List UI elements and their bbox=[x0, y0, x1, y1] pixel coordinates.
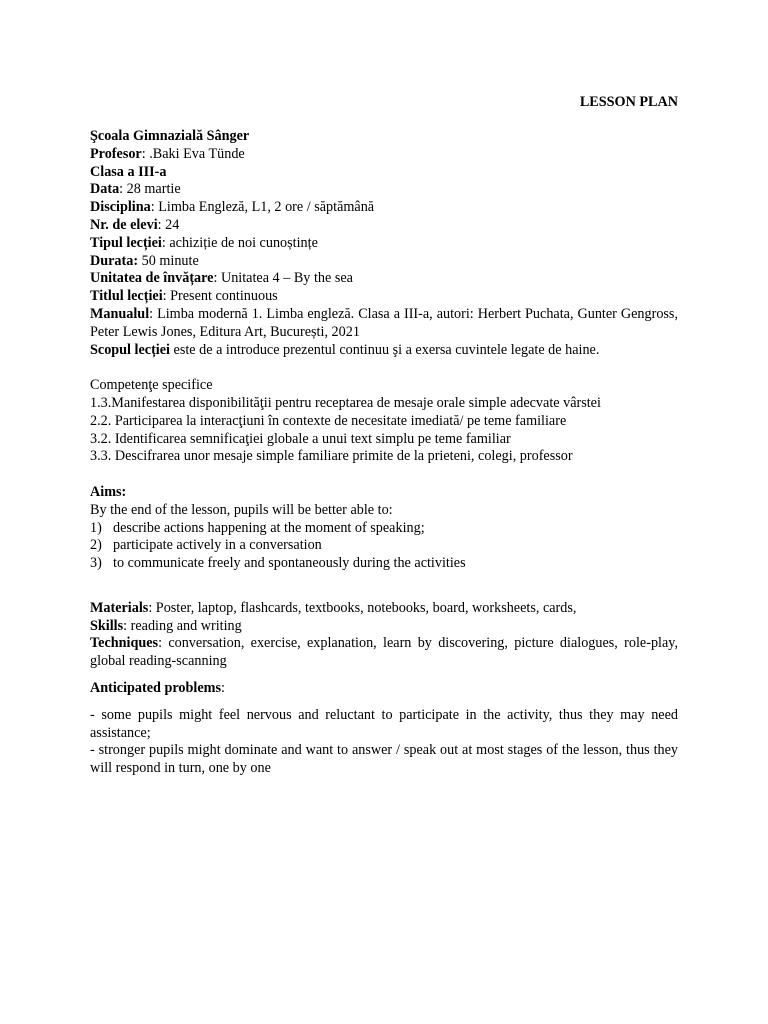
problem-item: - stronger pupils might dominate and want to answer / speak out at most stages of the lesson, thus they will respond in turn, one by one bbox=[90, 742, 678, 777]
aim-item: 2) participate actively in a conversation bbox=[90, 537, 322, 554]
competence-item: 2.2. Participarea la interacţiuni în contexte de necesitate imediată/ pe teme familiare bbox=[90, 412, 567, 429]
duration-field: Durata: 50 minute bbox=[90, 252, 199, 269]
aim-item: 3) to communicate freely and spontaneously during the activities bbox=[90, 555, 466, 572]
lesson-type-field: Tipul lecției: achiziție de noi cunoștințe bbox=[90, 234, 318, 251]
discipline-field: Disciplina: Limba Engleză, L1, 2 ore / săptămână bbox=[90, 199, 375, 216]
skills-field: Skills: reading and writing bbox=[90, 617, 242, 634]
aim-item: 1) describe actions happening at the moment of speaking; bbox=[90, 519, 425, 536]
teacher-field: Profesor: .Baki Eva Tünde bbox=[90, 145, 245, 162]
problem-item: - some pupils might feel nervous and reluctant to participate in the activity, thus they may need assistance; bbox=[90, 706, 678, 741]
lesson-purpose-field: Scopul lecției este de a introduce prezentul continuu şi a exersa cuvintele legate de haine. bbox=[90, 341, 600, 358]
competence-item: 1.3.Manifestarea disponibilităţii pentru receptarea de mesaje orale simple adecvate vârstei bbox=[90, 394, 601, 411]
competences-heading: Competenţe specifice bbox=[90, 377, 213, 394]
techniques-field: Techniques: conversation, exercise, explanation, learn by discovering, picture dialogues, role-play, global reading-scanning bbox=[90, 635, 678, 670]
competence-item: 3.3. Descifrarea unor mesaje simple familiare primite de la prieteni, colegi, professor bbox=[90, 448, 573, 465]
lesson-title-field: Titlul lecției: Present continuous bbox=[90, 288, 278, 305]
date-field: Data: 28 martie bbox=[90, 181, 181, 198]
document-body bbox=[90, 128, 678, 778]
pupils-count-field: Nr. de elevi: 24 bbox=[90, 216, 180, 233]
unit-field: Unitatea de învățare: Unitatea 4 – By the sea bbox=[90, 270, 353, 287]
competence-item: 3.2. Identificarea semnificaţiei globale a unui text simplu pe teme familiar bbox=[90, 430, 511, 447]
textbook-field: Manualul: Limba modernă 1. Limba engleză. Clasa a III-a, autori: Herbert Puchata, Gunter Gengross, Peter Lewis Jones, Editura Art, București, 2021 bbox=[90, 305, 678, 340]
anticipated-problems-heading: Anticipated problems: bbox=[90, 679, 225, 696]
aims-intro: By the end of the lesson, pupils will be better able to: bbox=[90, 501, 393, 518]
document-title: LESSON PLAN bbox=[579, 94, 678, 110]
materials-field: Materials: Poster, laptop, flashcards, textbooks, notebooks, board, worksheets, cards, bbox=[90, 599, 577, 616]
aims-heading: Aims: bbox=[90, 483, 127, 500]
class-field: Clasa a III-a bbox=[90, 163, 167, 180]
school-name: Şcoala Gimnazială Sânger bbox=[90, 128, 250, 144]
